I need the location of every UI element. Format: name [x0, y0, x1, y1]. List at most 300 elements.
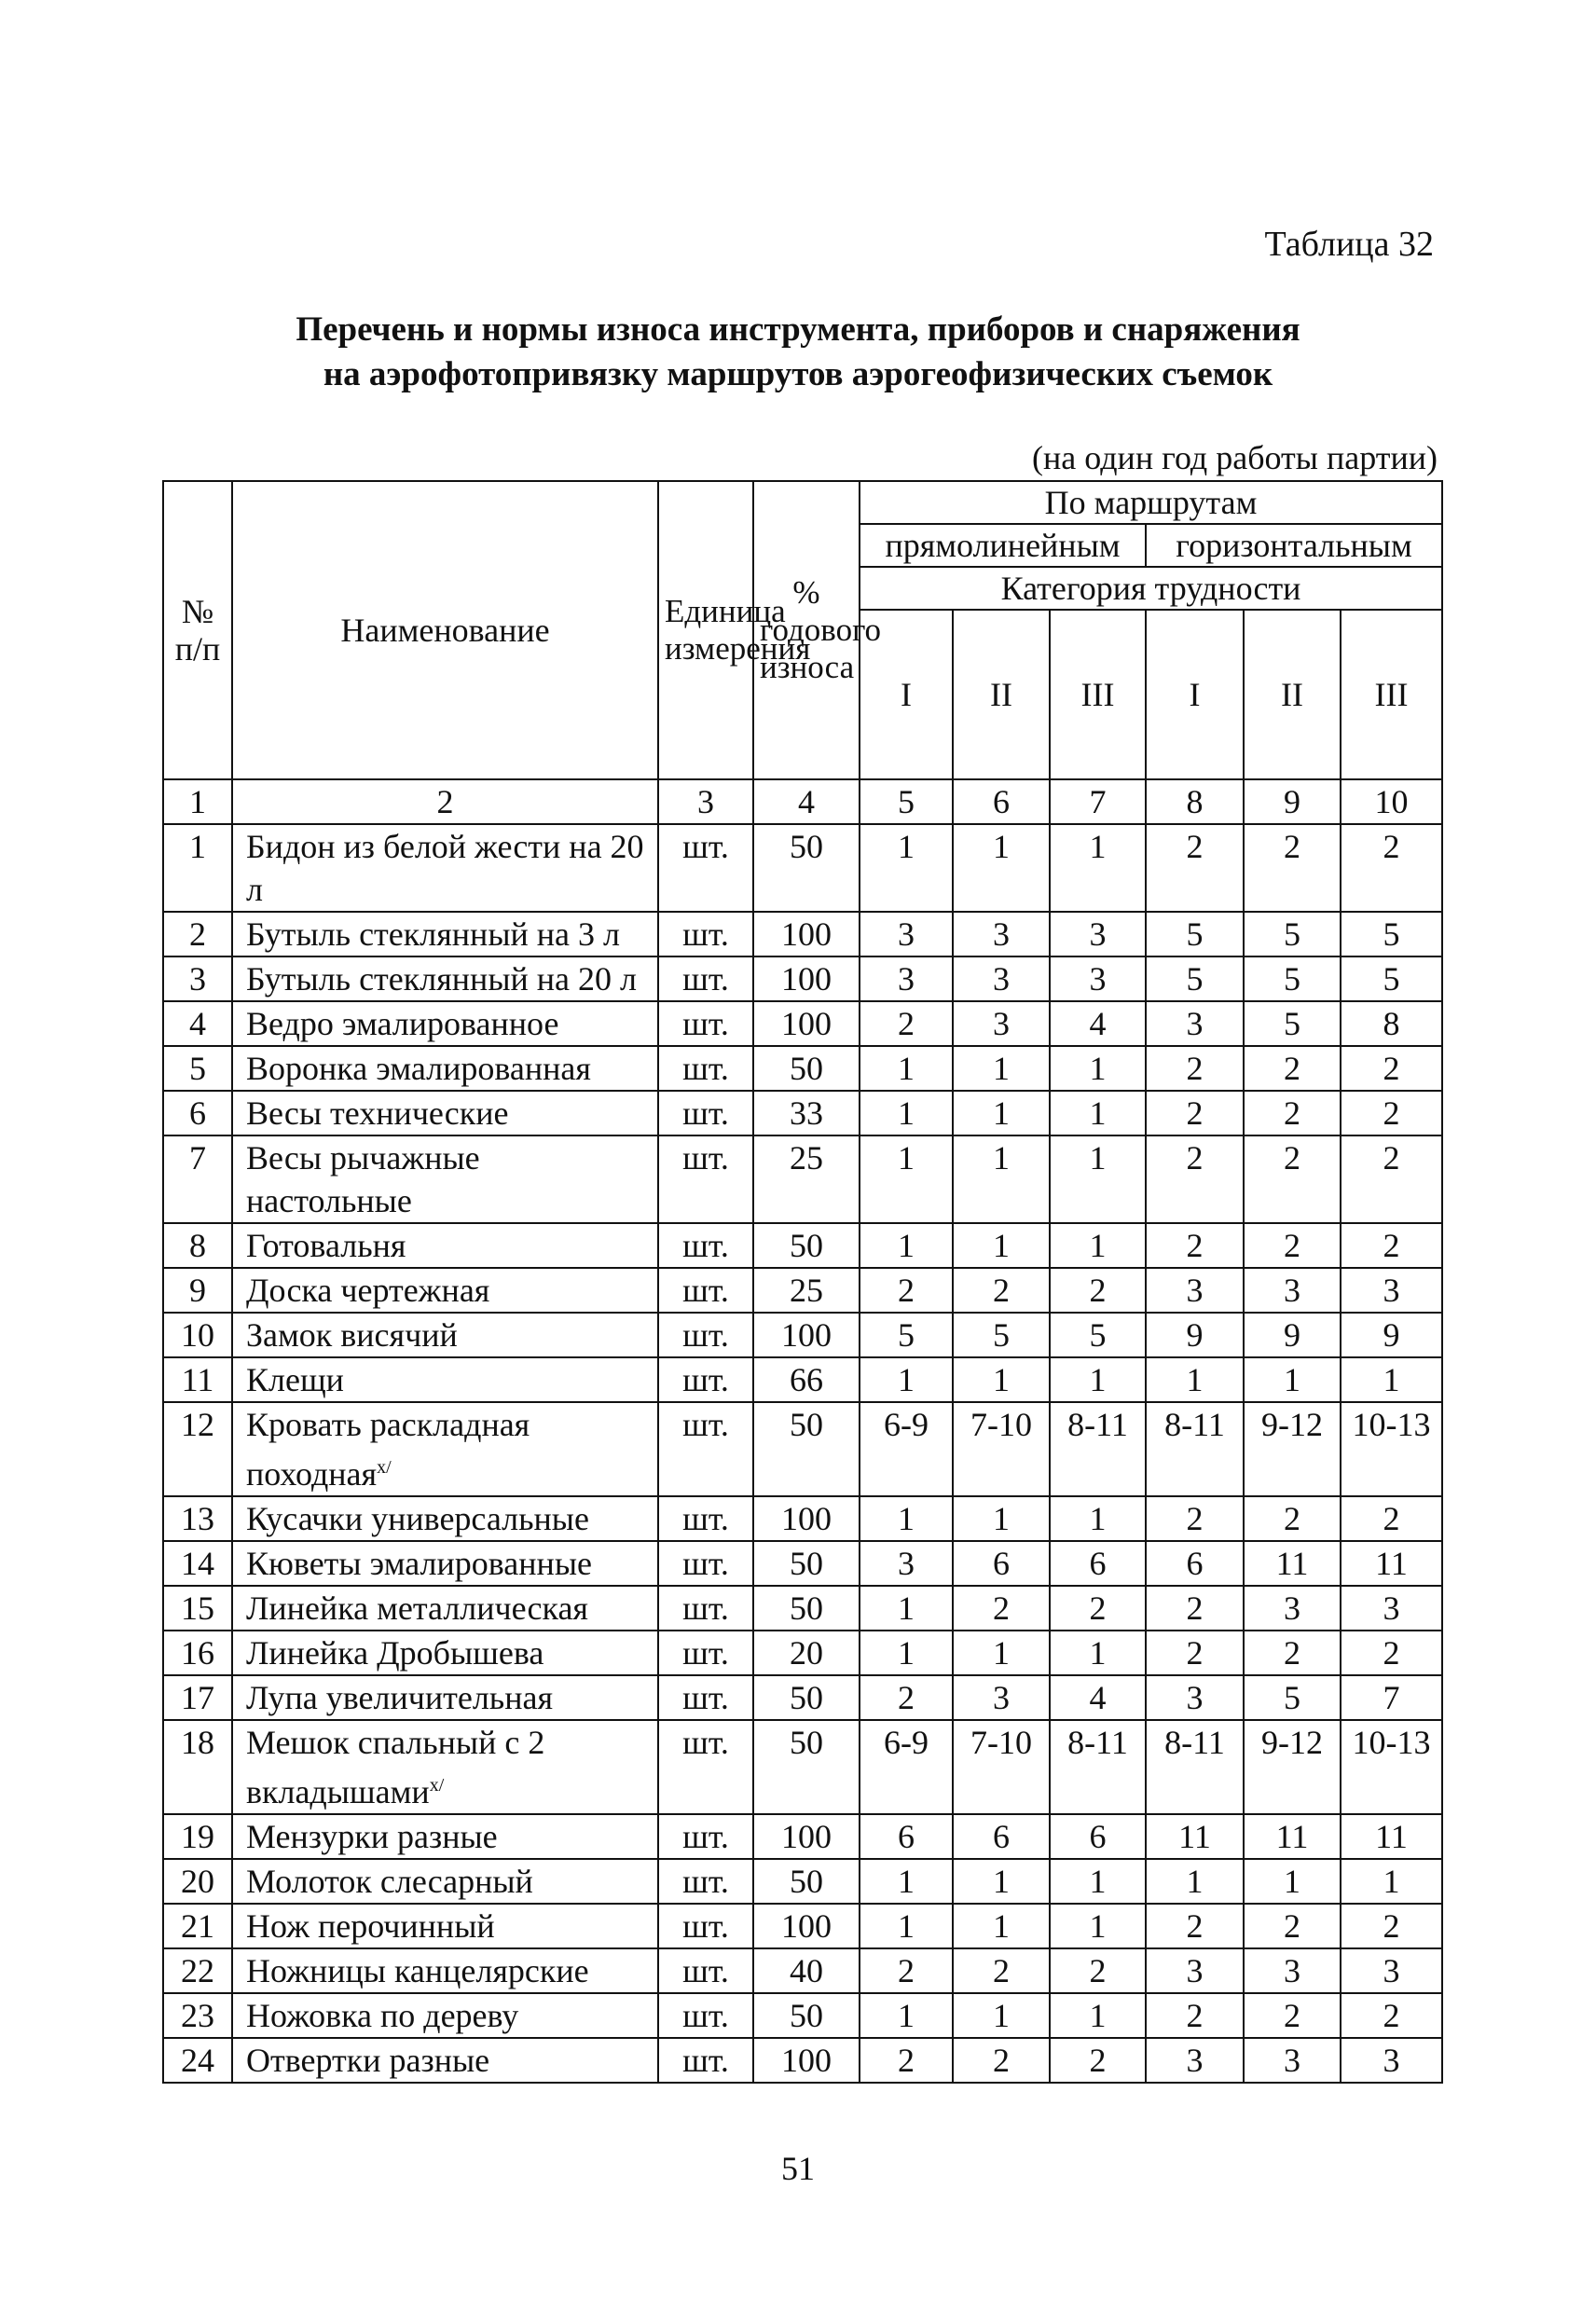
wear-cell: 25: [753, 1268, 860, 1313]
norm-cell: 2: [1050, 2038, 1146, 2083]
wear-cell: 50: [753, 1859, 860, 1904]
norm-cell: 11: [1244, 1541, 1341, 1586]
wear-cell: 50: [753, 1046, 860, 1091]
norm-cell: 5: [1244, 956, 1341, 1001]
header-cat: III: [1050, 610, 1146, 779]
norm-cell: 2: [953, 1586, 1050, 1631]
norm-cell: 2: [1244, 1135, 1341, 1223]
norm-cell: 8-11: [1050, 1720, 1146, 1814]
table-row: [163, 1001, 1442, 1046]
title-line-2: на аэрофотопривязку маршрутов аэрогеофизических съемок: [323, 355, 1273, 393]
norm-cell: 2: [1244, 1223, 1341, 1268]
table-row: [163, 824, 1442, 912]
table-row: [163, 1541, 1442, 1586]
item-name-text: Замок висячий: [246, 1316, 458, 1354]
item-name-text: Мензурки разные: [246, 1818, 498, 1855]
norm-cell: 9: [1146, 1313, 1244, 1357]
table-row: [163, 1948, 1442, 1993]
item-name-text: Мешок спальный с 2 вкладышами: [246, 1724, 545, 1810]
table-row: [163, 2038, 1442, 2083]
norm-cell: 5: [1244, 1001, 1341, 1046]
row-number: 7: [163, 1135, 232, 1223]
item-name: [232, 1091, 658, 1135]
norm-cell: 2: [1341, 1496, 1442, 1541]
item-name-text: Лупа увеличительная: [246, 1679, 554, 1716]
item-name-text: Весы технические: [246, 1094, 509, 1132]
item-name: [232, 1904, 658, 1948]
item-name-text: Ведро эмалированное: [246, 1005, 559, 1042]
norm-cell: 9-12: [1244, 1720, 1341, 1814]
unit-cell: шт.: [658, 1402, 753, 1496]
norm-cell: 1: [860, 824, 953, 912]
norm-cell: 5: [1244, 1675, 1341, 1720]
norm-cell: 1: [953, 1859, 1050, 1904]
norm-cell: 5: [1244, 912, 1341, 956]
norm-cell: 1: [1050, 1223, 1146, 1268]
row-number: 23: [163, 1993, 232, 2038]
norm-cell: 1: [1050, 1904, 1146, 1948]
wear-cell: 100: [753, 1313, 860, 1357]
norm-cell: 9: [1341, 1313, 1442, 1357]
norm-cell: 3: [1244, 1586, 1341, 1631]
column-number: 1: [163, 779, 232, 824]
item-name-text: Доска чертежная: [246, 1272, 490, 1309]
row-number: 15: [163, 1586, 232, 1631]
wear-cell: 50: [753, 1402, 860, 1496]
table-row: [163, 1268, 1442, 1313]
norm-cell: 8: [1341, 1001, 1442, 1046]
norm-cell: 1: [953, 1357, 1050, 1402]
table-row: [163, 1993, 1442, 2038]
unit-cell: шт.: [658, 1357, 753, 1402]
row-number: 22: [163, 1948, 232, 1993]
norm-cell: 1: [953, 1631, 1050, 1675]
norm-cell: 6-9: [860, 1720, 953, 1814]
norm-cell: 1: [860, 1135, 953, 1223]
norm-cell: 2: [1341, 1904, 1442, 1948]
row-number: 17: [163, 1675, 232, 1720]
row-number: 24: [163, 2038, 232, 2083]
item-name: [232, 1720, 658, 1814]
column-number: 9: [1244, 779, 1341, 824]
item-name-text: Бидон из белой жести на 20 л: [246, 828, 644, 908]
item-name-text: Воронка эмалированная: [246, 1050, 591, 1087]
unit-cell: шт.: [658, 1586, 753, 1631]
item-name: [232, 1993, 658, 2038]
norm-cell: 4: [1050, 1675, 1146, 1720]
norm-cell: 3: [1146, 1001, 1244, 1046]
item-name: [232, 1313, 658, 1357]
norm-cell: 3: [1146, 1675, 1244, 1720]
norm-cell: 2: [1146, 1496, 1244, 1541]
wear-norms-table: [162, 480, 1443, 2084]
norm-cell: 1: [1050, 1135, 1146, 1223]
norm-cell: 3: [953, 1675, 1050, 1720]
column-number: 3: [658, 779, 753, 824]
norm-cell: 2: [1050, 1586, 1146, 1631]
norm-cell: 10-13: [1341, 1720, 1442, 1814]
norm-cell: 1: [860, 1357, 953, 1402]
row-number: 10: [163, 1313, 232, 1357]
norm-cell: 1: [860, 1091, 953, 1135]
header-straight: прямолинейным: [860, 524, 1146, 567]
unit-cell: шт.: [658, 1993, 753, 2038]
item-name: [232, 1268, 658, 1313]
item-name-text: Молоток слесарный: [246, 1863, 533, 1900]
unit-cell: шт.: [658, 1859, 753, 1904]
header-cat: II: [953, 610, 1050, 779]
unit-cell: шт.: [658, 824, 753, 912]
norm-cell: 1: [860, 1993, 953, 2038]
item-name-text: Кусачки универсальные: [246, 1500, 589, 1537]
unit-cell: шт.: [658, 1001, 753, 1046]
wear-cell: 100: [753, 1496, 860, 1541]
norm-cell: 1: [953, 1091, 1050, 1135]
norm-cell: 3: [953, 912, 1050, 956]
norm-cell: 2: [1341, 1046, 1442, 1091]
norm-cell: 1: [860, 1904, 953, 1948]
wear-cell: 100: [753, 1814, 860, 1859]
column-number: 4: [753, 779, 860, 824]
wear-cell: 50: [753, 1586, 860, 1631]
wear-cell: 50: [753, 1720, 860, 1814]
norm-cell: 3: [860, 912, 953, 956]
norm-cell: 2: [860, 1001, 953, 1046]
norm-cell: 2: [1244, 1046, 1341, 1091]
norm-cell: 1: [1050, 1091, 1146, 1135]
norm-cell: 1: [953, 1223, 1050, 1268]
norm-cell: 2: [860, 1268, 953, 1313]
row-number: 21: [163, 1904, 232, 1948]
norm-cell: 2: [860, 1948, 953, 1993]
item-name: [232, 1948, 658, 1993]
norm-cell: 2: [1146, 1135, 1244, 1223]
norm-cell: 6: [1050, 1814, 1146, 1859]
header-routes: По маршрутам: [860, 481, 1442, 524]
norm-cell: 6: [953, 1814, 1050, 1859]
table-row: [163, 1496, 1442, 1541]
norm-cell: 6: [953, 1541, 1050, 1586]
row-number: 13: [163, 1496, 232, 1541]
unit-cell: шт.: [658, 1541, 753, 1586]
item-name-text: Бутыль стеклянный на 3 л: [246, 915, 620, 953]
norm-cell: 3: [953, 1001, 1050, 1046]
row-number: 2: [163, 912, 232, 956]
item-name-text: Клещи: [246, 1361, 344, 1398]
table-row: [163, 1223, 1442, 1268]
norm-cell: 3: [953, 956, 1050, 1001]
norm-cell: 2: [1050, 1948, 1146, 1993]
wear-cell: 50: [753, 1675, 860, 1720]
title-line-1: Перечень и нормы износа инструмента, приборов и снаряжения: [296, 310, 1300, 349]
norm-cell: 1: [860, 1223, 953, 1268]
norm-cell: 2: [953, 1268, 1050, 1313]
item-name: [232, 1223, 658, 1268]
column-number: 5: [860, 779, 953, 824]
norm-cell: 3: [1244, 2038, 1341, 2083]
norm-cell: 11: [1341, 1541, 1442, 1586]
norm-cell: 2: [1050, 1268, 1146, 1313]
item-name: [232, 2038, 658, 2083]
header-num: № п/п: [163, 481, 232, 779]
norm-cell: 1: [953, 1496, 1050, 1541]
unit-cell: шт.: [658, 1631, 753, 1675]
norm-cell: 11: [1341, 1814, 1442, 1859]
wear-cell: 50: [753, 1223, 860, 1268]
norm-cell: 5: [1050, 1313, 1146, 1357]
norm-cell: 3: [1244, 1948, 1341, 1993]
norm-cell: 2: [1146, 1586, 1244, 1631]
norm-cell: 2: [1244, 1496, 1341, 1541]
norm-cell: 9-12: [1244, 1402, 1341, 1496]
norm-cell: 1: [1050, 1993, 1146, 2038]
norm-cell: 3: [1341, 1268, 1442, 1313]
norm-cell: 3: [860, 1541, 953, 1586]
norm-cell: 3: [1341, 2038, 1442, 2083]
item-name-text: Линейка металлическая: [246, 1590, 588, 1627]
norm-cell: 2: [1146, 1904, 1244, 1948]
wear-cell: 66: [753, 1357, 860, 1402]
item-name: [232, 1541, 658, 1586]
wear-cell: 50: [753, 1541, 860, 1586]
norm-cell: 7: [1341, 1675, 1442, 1720]
unit-cell: шт.: [658, 1496, 753, 1541]
norm-cell: 1: [860, 1631, 953, 1675]
norm-cell: 2: [1341, 1631, 1442, 1675]
item-name: [232, 1046, 658, 1091]
norm-cell: 1: [1341, 1357, 1442, 1402]
norm-cell: 1: [860, 1496, 953, 1541]
table-row: [163, 1859, 1442, 1904]
page-number: 51: [781, 2150, 815, 2187]
wear-cell: 50: [753, 824, 860, 912]
table-row: [163, 1313, 1442, 1357]
norm-cell: 3: [1050, 956, 1146, 1001]
norm-cell: 1: [1341, 1859, 1442, 1904]
norm-cell: 6: [1050, 1541, 1146, 1586]
row-number: 20: [163, 1859, 232, 1904]
header-unit: Единица измерения: [658, 481, 753, 779]
item-name: [232, 824, 658, 912]
unit-cell: шт.: [658, 2038, 753, 2083]
wear-cell: 25: [753, 1135, 860, 1223]
norm-cell: 1: [860, 1046, 953, 1091]
table-row: [163, 1675, 1442, 1720]
norm-cell: 3: [1244, 1268, 1341, 1313]
wear-cell: 33: [753, 1091, 860, 1135]
norm-cell: 1: [1050, 1357, 1146, 1402]
item-name-text: Готовальня: [246, 1227, 406, 1264]
header-cat: II: [1244, 610, 1341, 779]
norm-cell: 1: [1244, 1859, 1341, 1904]
item-name: [232, 1631, 658, 1675]
item-name: [232, 1675, 658, 1720]
norm-cell: 5: [953, 1313, 1050, 1357]
norm-cell: 2: [1244, 1993, 1341, 2038]
item-name: [232, 1814, 658, 1859]
table-row: [163, 1631, 1442, 1675]
norm-cell: 8-11: [1146, 1402, 1244, 1496]
header-horizontal: горизонтальным: [1146, 524, 1442, 567]
footnote-mark: х/: [377, 1457, 392, 1478]
norm-cell: 2: [1244, 1904, 1341, 1948]
norm-cell: 1: [1244, 1357, 1341, 1402]
wear-cell: 50: [753, 1993, 860, 2038]
norm-cell: 3: [1146, 1268, 1244, 1313]
norm-cell: 1: [1146, 1357, 1244, 1402]
period-note: (на один год работы партии): [1032, 439, 1438, 476]
unit-cell: шт.: [658, 1046, 753, 1091]
row-number: 12: [163, 1402, 232, 1496]
document-title: [0, 308, 1596, 397]
item-name: [232, 1496, 658, 1541]
norm-cell: 5: [1146, 956, 1244, 1001]
unit-cell: шт.: [658, 1313, 753, 1357]
norm-cell: 1: [1050, 824, 1146, 912]
norm-cell: 3: [1146, 2038, 1244, 2083]
norm-cell: 1: [860, 1859, 953, 1904]
row-number: 18: [163, 1720, 232, 1814]
norm-cell: 2: [953, 2038, 1050, 2083]
norm-cell: 2: [1146, 1091, 1244, 1135]
norm-cell: 2: [1146, 1993, 1244, 2038]
column-number: 2: [232, 779, 658, 824]
norm-cell: 1: [953, 1993, 1050, 2038]
unit-cell: шт.: [658, 1904, 753, 1948]
row-number: 4: [163, 1001, 232, 1046]
norm-cell: 1: [953, 824, 1050, 912]
item-name-text: Весы рычажные настольные: [246, 1139, 480, 1219]
header-category: Категория трудности: [860, 567, 1442, 610]
table-label: Таблица 32: [1264, 225, 1434, 264]
norm-cell: 2: [953, 1948, 1050, 1993]
item-name-text: Бутыль стеклянный на 20 л: [246, 960, 637, 998]
norm-cell: 2: [1341, 1091, 1442, 1135]
norm-cell: 5: [1341, 956, 1442, 1001]
item-name-text: Ножовка по дереву: [246, 1997, 519, 2034]
table-row: [163, 1904, 1442, 1948]
norm-cell: 10-13: [1341, 1402, 1442, 1496]
unit-cell: шт.: [658, 1720, 753, 1814]
norm-cell: 2: [1146, 1046, 1244, 1091]
wear-cell: 100: [753, 2038, 860, 2083]
item-name: [232, 1402, 658, 1496]
item-name-text: Отвертки разные: [246, 2042, 490, 2079]
norm-cell: 3: [1341, 1948, 1442, 1993]
item-name-text: Кровать раскладная походная: [246, 1406, 530, 1493]
norm-cell: 11: [1146, 1814, 1244, 1859]
row-number: 19: [163, 1814, 232, 1859]
unit-cell: шт.: [658, 1135, 753, 1223]
norm-cell: 7-10: [953, 1402, 1050, 1496]
norm-cell: 8-11: [1146, 1720, 1244, 1814]
norm-cell: 9: [1244, 1313, 1341, 1357]
row-number: 16: [163, 1631, 232, 1675]
footnote-mark: х/: [429, 1775, 445, 1796]
row-number: 1: [163, 824, 232, 912]
norm-cell: 3: [860, 956, 953, 1001]
item-name-text: Ножницы канцелярские: [246, 1952, 589, 1989]
table-row: [163, 1135, 1442, 1223]
table-row: [163, 1814, 1442, 1859]
norm-cell: 3: [1050, 912, 1146, 956]
row-number: 9: [163, 1268, 232, 1313]
norm-cell: 2: [1341, 1135, 1442, 1223]
wear-cell: 100: [753, 1904, 860, 1948]
norm-cell: 2: [1146, 1223, 1244, 1268]
table-row: [163, 1091, 1442, 1135]
row-number: 11: [163, 1357, 232, 1402]
norm-cell: 3: [1146, 1948, 1244, 1993]
norm-cell: 6: [860, 1814, 953, 1859]
norm-cell: 5: [1341, 912, 1442, 956]
unit-cell: шт.: [658, 1948, 753, 1993]
norm-cell: 3: [1341, 1586, 1442, 1631]
norm-cell: 2: [1341, 1223, 1442, 1268]
table-row: [163, 1046, 1442, 1091]
norm-cell: 1: [1050, 1859, 1146, 1904]
unit-cell: шт.: [658, 956, 753, 1001]
row-number: 14: [163, 1541, 232, 1586]
wear-cell: 100: [753, 956, 860, 1001]
norm-cell: 1: [860, 1586, 953, 1631]
norm-cell: 2: [1244, 1631, 1341, 1675]
item-name: [232, 912, 658, 956]
table-row: [163, 1586, 1442, 1631]
row-number: 3: [163, 956, 232, 1001]
item-name-text: Линейка Дробышева: [246, 1634, 544, 1672]
norm-cell: 1: [953, 1904, 1050, 1948]
unit-cell: шт.: [658, 1268, 753, 1313]
norm-cell: 7-10: [953, 1720, 1050, 1814]
item-name-text: Кюветы эмалированные: [246, 1545, 592, 1582]
norm-cell: 1: [953, 1046, 1050, 1091]
column-number: 10: [1341, 779, 1442, 824]
table-row: [163, 1357, 1442, 1402]
norm-cell: 2: [1146, 824, 1244, 912]
norm-cell: 2: [1244, 1091, 1341, 1135]
item-name: [232, 1001, 658, 1046]
norm-cell: 2: [1341, 824, 1442, 912]
row-number: 8: [163, 1223, 232, 1268]
wear-cell: 100: [753, 1001, 860, 1046]
item-name: [232, 1586, 658, 1631]
column-number: 7: [1050, 779, 1146, 824]
item-name: [232, 1357, 658, 1402]
column-number-row: [163, 779, 1442, 824]
norm-cell: 1: [1050, 1496, 1146, 1541]
norm-cell: 1: [1146, 1859, 1244, 1904]
table-row: [163, 956, 1442, 1001]
norm-cell: 6-9: [860, 1402, 953, 1496]
norm-cell: 1: [1050, 1631, 1146, 1675]
norm-cell: 2: [1146, 1631, 1244, 1675]
norm-cell: 2: [1341, 1993, 1442, 2038]
norm-cell: 1: [1050, 1046, 1146, 1091]
norm-cell: 2: [860, 2038, 953, 2083]
norm-cell: 1: [953, 1135, 1050, 1223]
wear-cell: 40: [753, 1948, 860, 1993]
norm-cell: 2: [1244, 824, 1341, 912]
norm-cell: 8-11: [1050, 1402, 1146, 1496]
header-cat: I: [1146, 610, 1244, 779]
header-wear: % годового износа: [753, 481, 860, 779]
norm-cell: 5: [1146, 912, 1244, 956]
header-cat: I: [860, 610, 953, 779]
item-name: [232, 956, 658, 1001]
row-number: 6: [163, 1091, 232, 1135]
table-row: [163, 912, 1442, 956]
